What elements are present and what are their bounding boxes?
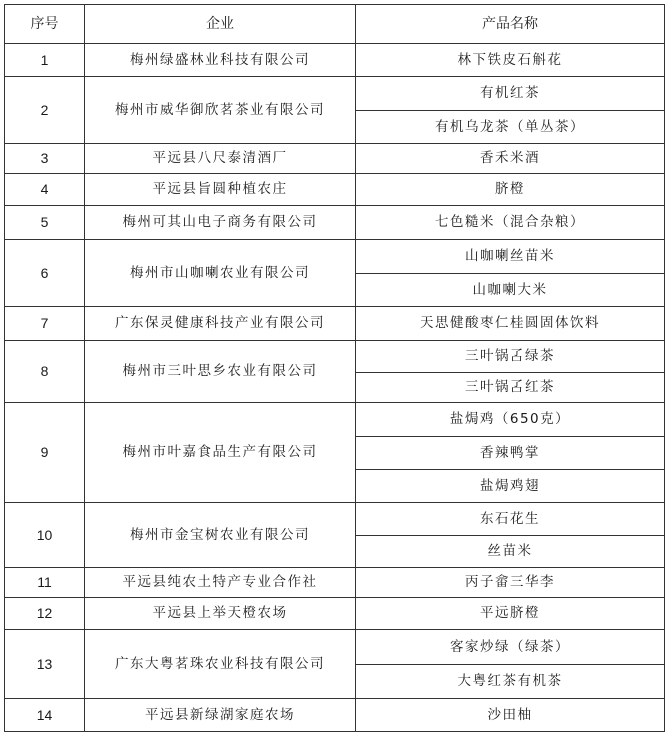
product-name: 脐橙 — [356, 174, 665, 206]
table-row — [5, 568, 665, 598]
table-row — [5, 699, 665, 732]
row-index: 13 — [5, 630, 85, 699]
table-row — [5, 77, 665, 111]
product-name: 大粤红茶有机茶 — [356, 665, 665, 699]
product-name: 客家炒绿（绿茶） — [356, 630, 665, 665]
header-product: 产品名称 — [356, 5, 665, 44]
enterprise-name: 梅州市金宝树农业有限公司 — [85, 503, 356, 568]
enterprise-name: 梅州市山咖喇农业有限公司 — [85, 240, 356, 307]
table-row — [5, 503, 665, 536]
header-enterprise: 企业 — [85, 5, 356, 44]
product-name: 东石花生 — [356, 503, 665, 536]
row-index: 11 — [5, 568, 85, 598]
product-name: 丙子畲三华李 — [356, 568, 665, 598]
product-name: 香禾米酒 — [356, 144, 665, 174]
table-row — [5, 403, 665, 437]
row-index: 10 — [5, 503, 85, 568]
enterprise-name: 平远县八尺泰清酒厂 — [85, 144, 356, 174]
product-name: 盐焗鸡（650克） — [356, 403, 665, 437]
product-name: 三叶锅叾绿茶 — [356, 341, 665, 373]
header-row — [5, 5, 665, 44]
enterprise-name: 平远县上举天橙农场 — [85, 598, 356, 630]
product-name: 三叶锅叾红茶 — [356, 373, 665, 403]
product-name: 平远脐橙 — [356, 598, 665, 630]
table-row — [5, 206, 665, 240]
product-name: 有机红茶 — [356, 77, 665, 111]
row-index: 5 — [5, 206, 85, 240]
enterprise-name: 平远县纯农土特产专业合作社 — [85, 568, 356, 598]
enterprise-name: 梅州绿盛林业科技有限公司 — [85, 44, 356, 77]
row-index: 9 — [5, 403, 85, 503]
row-index: 6 — [5, 240, 85, 307]
table-row — [5, 598, 665, 630]
row-index: 1 — [5, 44, 85, 77]
product-name: 盐焗鸡翅 — [356, 470, 665, 503]
enterprise-name: 广东保灵健康科技产业有限公司 — [85, 307, 356, 341]
product-name: 有机乌龙茶（单丛茶） — [356, 111, 665, 144]
header-index: 序号 — [5, 5, 85, 44]
enterprise-name: 广东大粤茗珠农业科技有限公司 — [85, 630, 356, 699]
table-row — [5, 307, 665, 341]
product-name: 天思健酸枣仁桂圆固体饮料 — [356, 307, 665, 341]
table-row — [5, 630, 665, 665]
enterprise-name: 梅州可其山电子商务有限公司 — [85, 206, 356, 240]
product-name: 山咖喇丝苗米 — [356, 240, 665, 274]
product-name: 七色糙米（混合杂粮） — [356, 206, 665, 240]
table-row — [5, 174, 665, 206]
row-index: 2 — [5, 77, 85, 144]
row-index: 8 — [5, 341, 85, 403]
row-index: 14 — [5, 699, 85, 732]
product-name: 沙田柚 — [356, 699, 665, 732]
table-body — [5, 44, 665, 732]
enterprise-name: 梅州市三叶思乡农业有限公司 — [85, 341, 356, 403]
table-row — [5, 240, 665, 274]
table-row — [5, 44, 665, 77]
row-index: 12 — [5, 598, 85, 630]
row-index: 3 — [5, 144, 85, 174]
row-index: 4 — [5, 174, 85, 206]
enterprise-name: 梅州市威华御欣茗茶业有限公司 — [85, 77, 356, 144]
product-name: 丝苗米 — [356, 536, 665, 568]
table-row — [5, 144, 665, 174]
product-name: 林下铁皮石斛花 — [356, 44, 665, 77]
product-name: 香辣鸭掌 — [356, 437, 665, 470]
product-name: 山咖喇大米 — [356, 274, 665, 307]
enterprise-name: 梅州市叶嘉食品生产有限公司 — [85, 403, 356, 503]
table-row — [5, 341, 665, 373]
enterprise-name: 平远县旨圆种植农庄 — [85, 174, 356, 206]
product-table — [4, 4, 665, 732]
enterprise-name: 平远县新绿湖家庭农场 — [85, 699, 356, 732]
row-index: 7 — [5, 307, 85, 341]
